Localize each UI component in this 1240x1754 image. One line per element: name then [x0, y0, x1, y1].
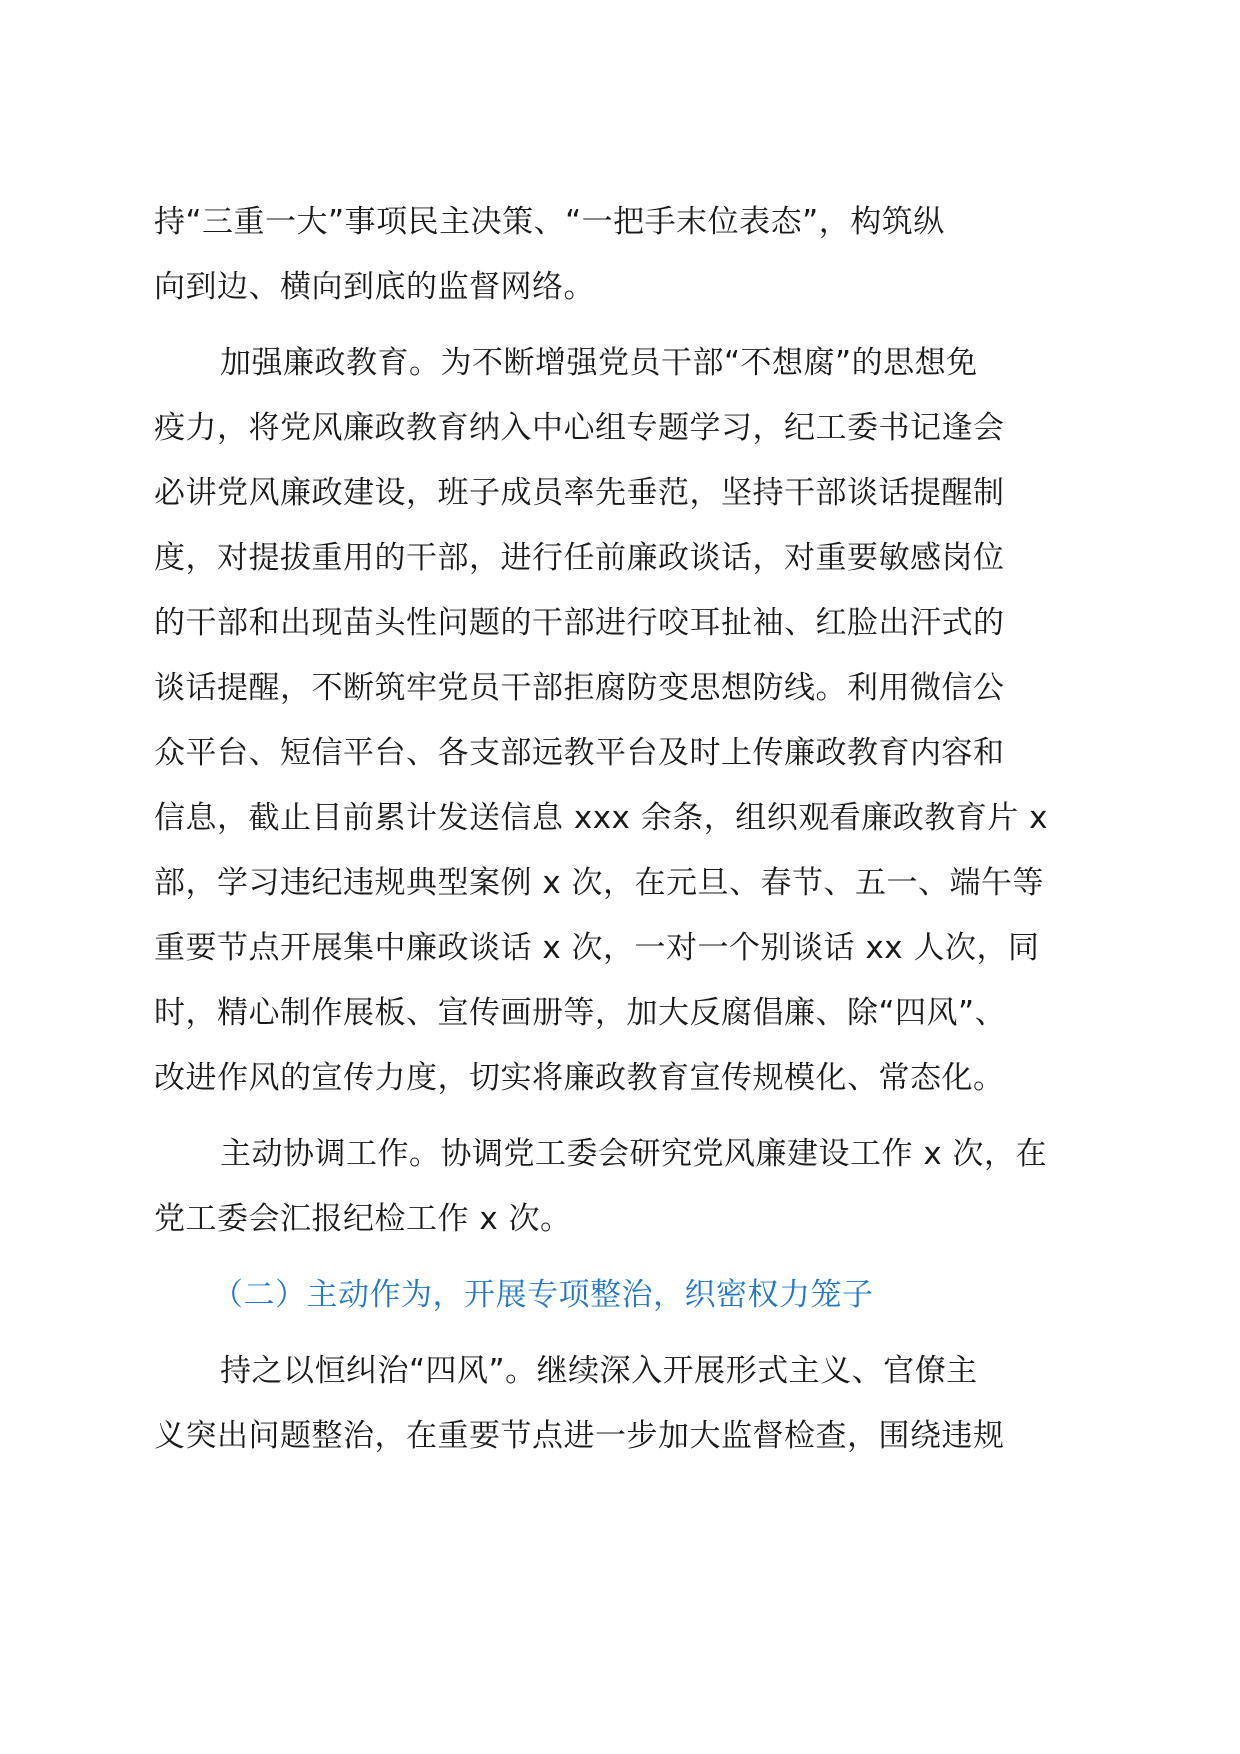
text-line: 持“三重一大”事项民主决策、“一把手末位表态”，构筑纵	[154, 204, 945, 240]
text-line: 加强廉政教育。为不断增强党员干部“不想腐”的思想免	[220, 345, 978, 381]
paragraph-four-winds	[154, 1339, 1088, 1469]
text-line: 众平台、短信平台、各支部远教平台及时上传廉政教育内容和	[154, 735, 1005, 771]
text-line: 党工委会汇报纪检工作 x 次。	[154, 1201, 572, 1237]
text-line: 持之以恒纠治“四风”。继续深入开展形式主义、官僚主	[220, 1353, 978, 1389]
text-line: 疫力，将党风廉政教育纳入中心组专题学习，纪工委书记逢会	[154, 410, 1005, 446]
section-heading-two	[154, 1263, 1088, 1328]
paragraph-integrity-education	[154, 331, 1088, 1111]
text-line: 度，对提拔重用的干部，进行任前廉政谈话，对重要敏感岗位	[154, 540, 1005, 576]
text-line: 的干部和出现苗头性问题的干部进行咬耳扯袖、红脸出汗式的	[154, 605, 1005, 641]
text-line: 必讲党风廉政建设，班子成员率先垂范，坚持干部谈话提醒制	[154, 475, 1005, 511]
text-line: 部，学习违纪违规典型案例 x 次，在元旦、春节、五一、端午等	[154, 865, 1045, 901]
text-line: 改进作风的宣传力度，切实将廉政教育宣传规模化、常态化。	[154, 1060, 1005, 1096]
text-line: 主动协调工作。协调党工委会研究党风廉建设工作 x 次，在	[220, 1136, 1048, 1172]
paragraph-supervision-network	[154, 190, 1088, 320]
text-line: 义突出问题整治，在重要节点进一步加大监督检查，围绕违规	[154, 1418, 1005, 1454]
text-line: 信息，截止目前累计发送信息 xxx 余条，组织观看廉政教育片 x	[154, 800, 1048, 836]
document-body	[154, 190, 1088, 1469]
text-line: 时，精心制作展板、宣传画册等，加大反腐倡廉、除“四风”、	[154, 995, 1007, 1031]
text-line: 重要节点开展集中廉政谈话 x 次，一对一个别谈话 xx 人次，同	[154, 930, 1040, 966]
text-line: 向到边、横向到底的监督网络。	[154, 269, 595, 305]
heading-line: （二）主动作为，开展专项整治，织密权力笼子	[212, 1277, 874, 1313]
text-line: 谈话提醒，不断筑牢党员干部拒腐防变思想防线。利用微信公	[154, 670, 1005, 706]
paragraph-coordination	[154, 1122, 1088, 1252]
